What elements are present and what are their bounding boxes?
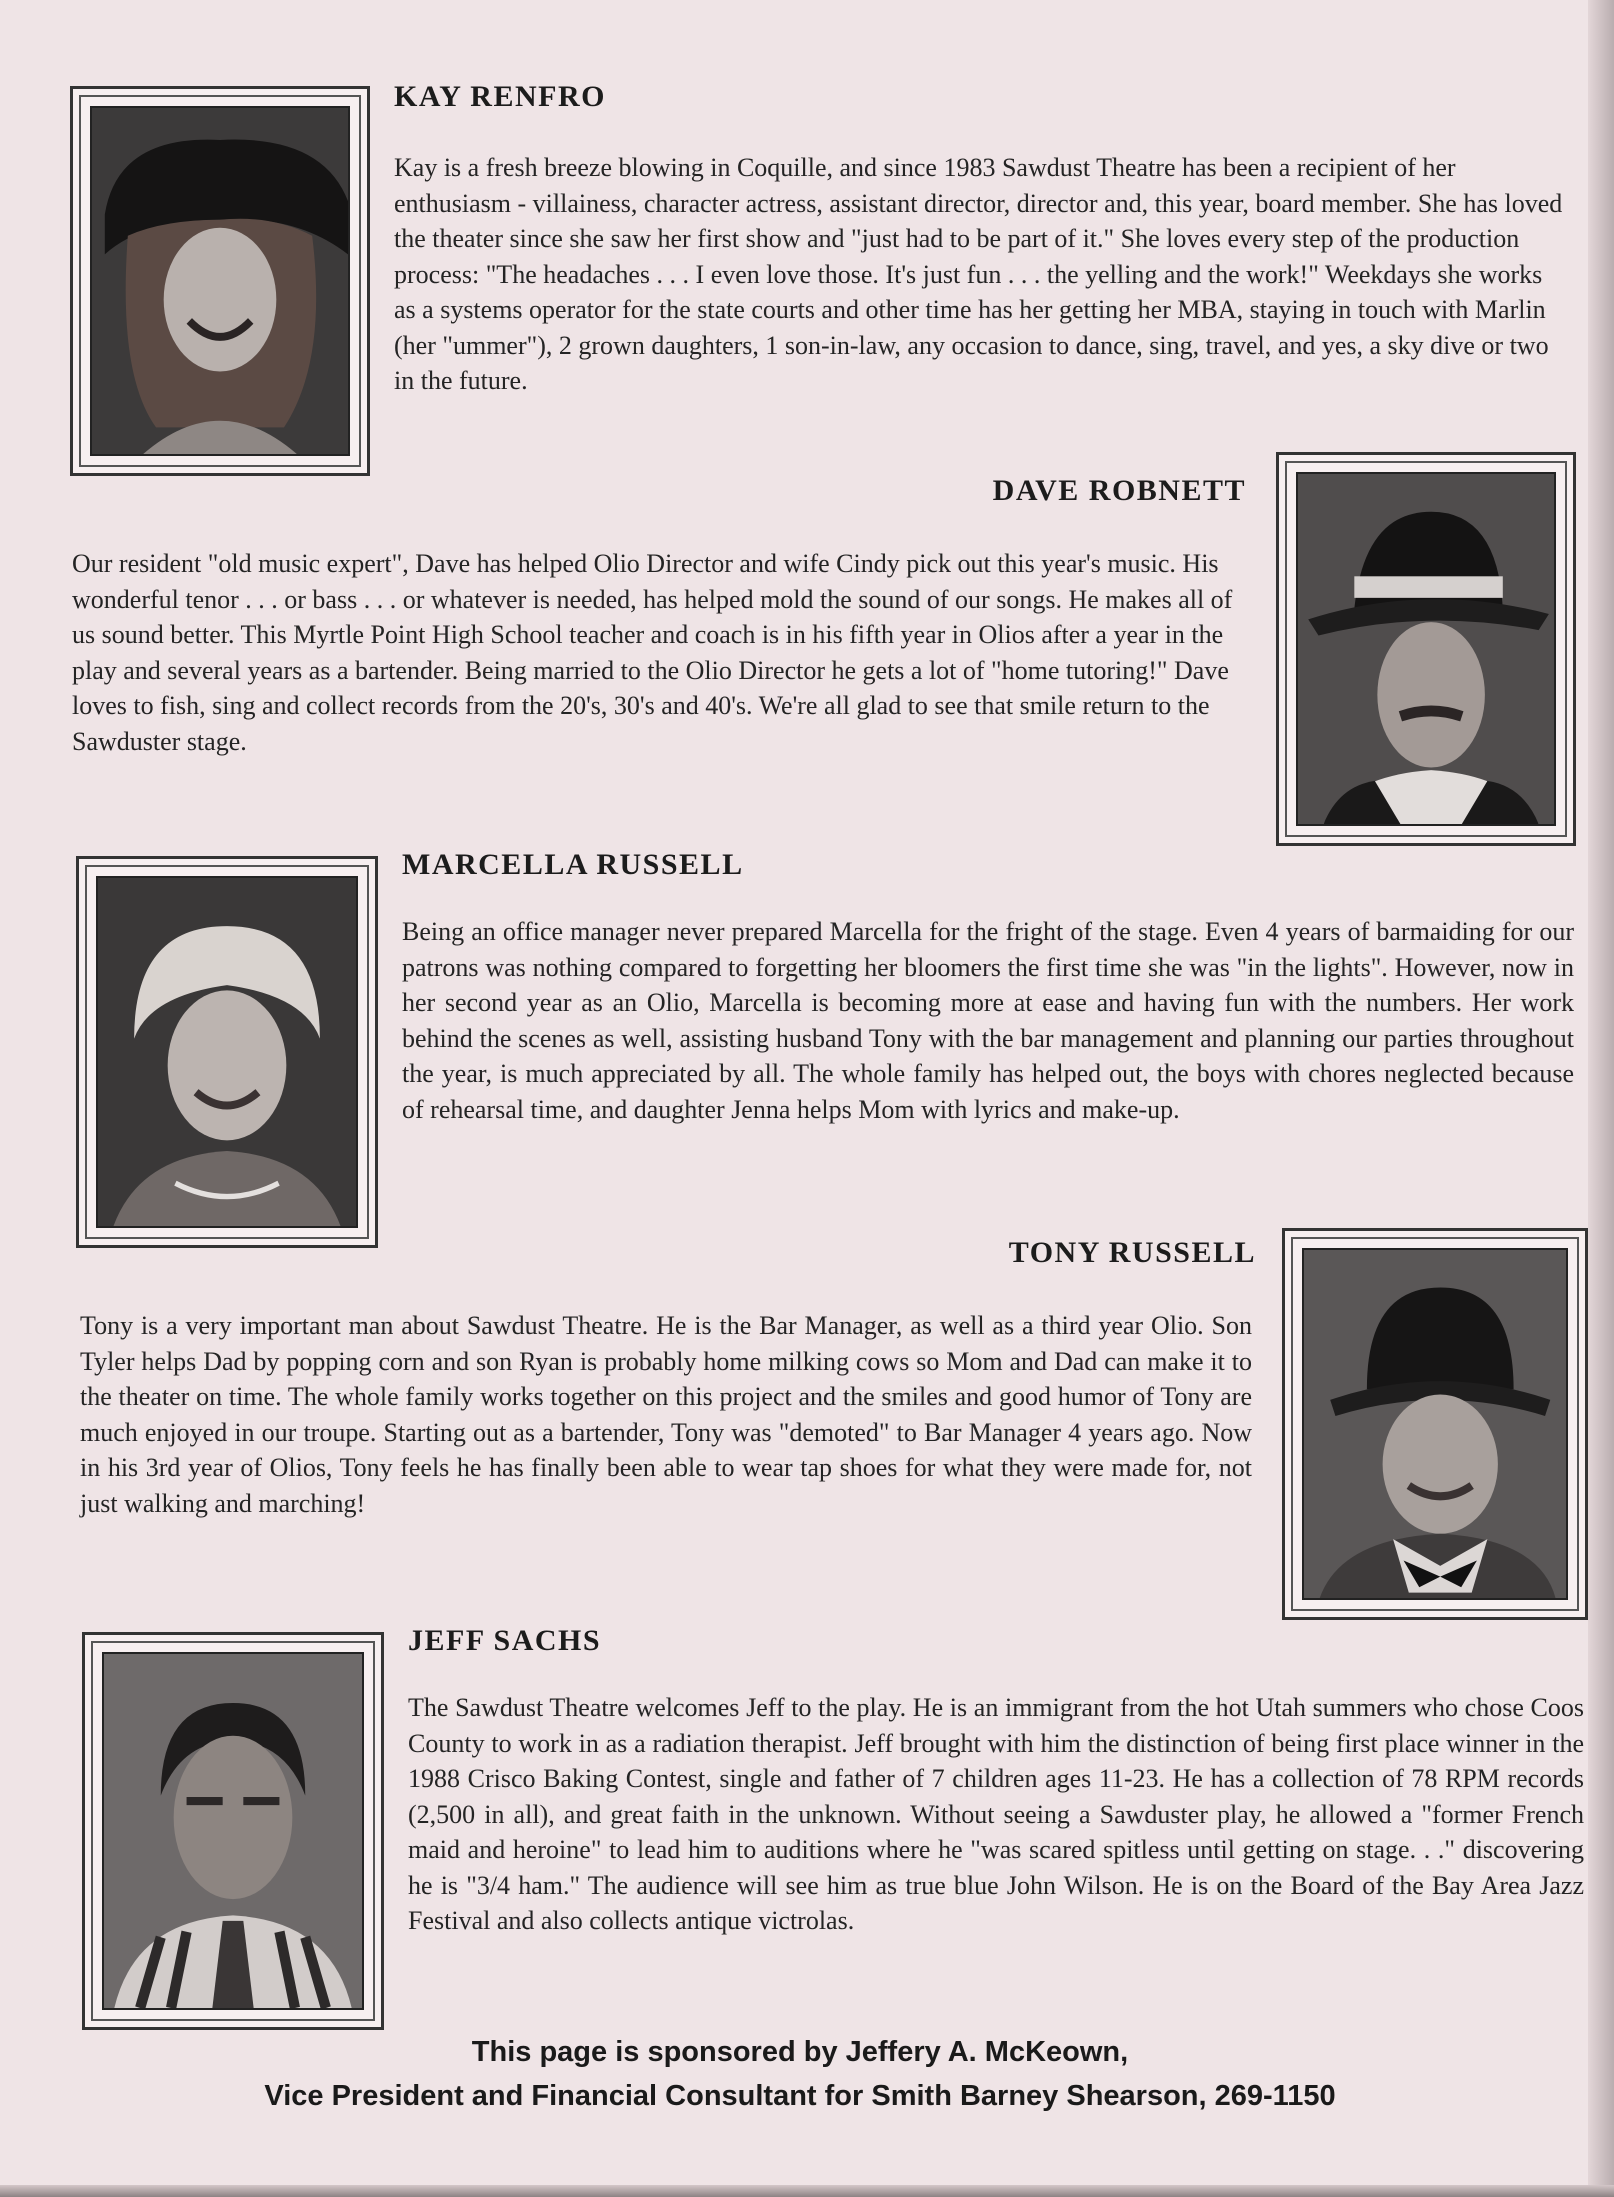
sponsor-line-1: This page is sponsored by Jeffery A. McKeown, <box>471 2036 1129 2068</box>
bio-tony-russell: Tony is a very important man about Sawdust Theatre. He is the Bar Manager, as well as a third year Olio. Son Tyler helps Dad by popping corn and son Ryan is probably home milking cows so Mom and Dad can make it to the theater on time. The whole family works together on this project and the smiles and good humor of Tony are much enjoyed in our troupe. Starting out as a bartender, Tony was "demoted" to Bar Manager 4 years ago. Now in his 3rd year of Olios, Tony feels he has finally been able to wear tap shoes for what they were made for, not just walking and marching! <box>80 1311 1252 1518</box>
sponsor-line-2: Vice President and Financial Consultant for Smith Barney Shearson, 269-1150 <box>264 2080 1336 2112</box>
bio-marcella-russell: Being an office manager never prepared Marcella for the fright of the stage. Even 4 years of barmaiding for our patrons was nothing compared to forgetting her bloomers the first time she was "in the lights". However, now in her second year as an Olio, Marcella is becoming more at ease and having fun with the numbers. Her work behind the scenes as well, assisting husband Tony with the bar management and planning our parties throughout the year, is much appreciated by all. The whole family has helped out, the boys with chores neglected because of rehearsal time, and daughter Jenna helps Mom with lyrics and make-up. <box>402 917 1574 1124</box>
photo-frame-marcella-russell <box>76 856 378 1248</box>
portrait-tony-russell <box>1302 1248 1568 1600</box>
photo-frame-jeff-sachs <box>82 1632 384 2030</box>
bio-jeff-sachs: The Sawdust Theatre welcomes Jeff to the play. He is an immigrant from the hot Utah summers who chose Coos County to work in as a radiation therapist. Jeff brought with him the distinction of being first place winner in the 1988 Crisco Baking Contest, single and father of 7 children ages 11-23. He has a collection of 78 RPM records (2,500 in all), and great faith in the unknown. Without seeing a Sawduster play, he allowed a "former French maid and heroine" to lead him to auditions where he "was scared spitless until getting on stage. . ." discovering he is "3/4 ham." The audience will see him as true blue John Wilson. He is on the Board of the Bay Area Jazz Festival and also collects antique victrolas. <box>408 1693 1584 1935</box>
portrait-marcella-russell <box>96 876 358 1228</box>
name-tony-russell: TONY RUSSELL <box>1008 1236 1256 1269</box>
portrait-jeff-sachs <box>102 1652 364 2010</box>
portrait-kay-renfro <box>90 106 350 456</box>
sponsor-note <box>150 2030 1450 2118</box>
page-edge-shadow <box>1588 0 1614 2197</box>
name-jeff-sachs: JEFF SACHS <box>408 1624 602 1657</box>
photo-frame-kay-renfro <box>70 86 370 476</box>
page-bottom-edge <box>0 2185 1614 2197</box>
photo-frame-tony-russell <box>1282 1228 1588 1620</box>
name-dave-robnett: DAVE ROBNETT <box>992 474 1246 507</box>
portrait-dave-robnett <box>1296 472 1556 826</box>
name-marcella-russell: MARCELLA RUSSELL <box>402 848 744 881</box>
name-kay-renfro: KAY RENFRO <box>394 80 606 113</box>
bio-dave-robnett: Our resident "old music expert", Dave has helped Olio Director and wife Cindy pick out this year's music. His wonderful tenor . . . or bass . . . or whatever is needed, has helped mold the sound of our songs. He makes all of us sound better. This Myrtle Point High School teacher and coach is in his fifth year in Olios after a year in the play and several years as a bartender. Being married to the Olio Director he gets a lot of "home tutoring!" Dave loves to fish, sing and collect records from the 20's, 30's and 40's. We're all glad to see that smile return to the Sawduster stage. <box>72 549 1233 756</box>
photo-frame-dave-robnett <box>1276 452 1576 846</box>
bio-kay-renfro: Kay is a fresh breeze blowing in Coquille, and since 1983 Sawdust Theatre has been a recipient of her enthusiasm - villainess, character actress, assistant director, director and, this year, board member. She has loved the theater since she saw her first show and "just had to be part of it." She loves every step of the production process: "The headaches . . . I even love those. It's just fun . . . the yelling and the work!" Weekdays she works as a systems operator for the state courts and other time has her getting her MBA, staying in touch with Marlin (her "ummer"), 2 grown daughters, 1 son-in-law, any occasion to dance, sing, travel, and yes, a sky dive or two in the future. <box>394 153 1563 395</box>
